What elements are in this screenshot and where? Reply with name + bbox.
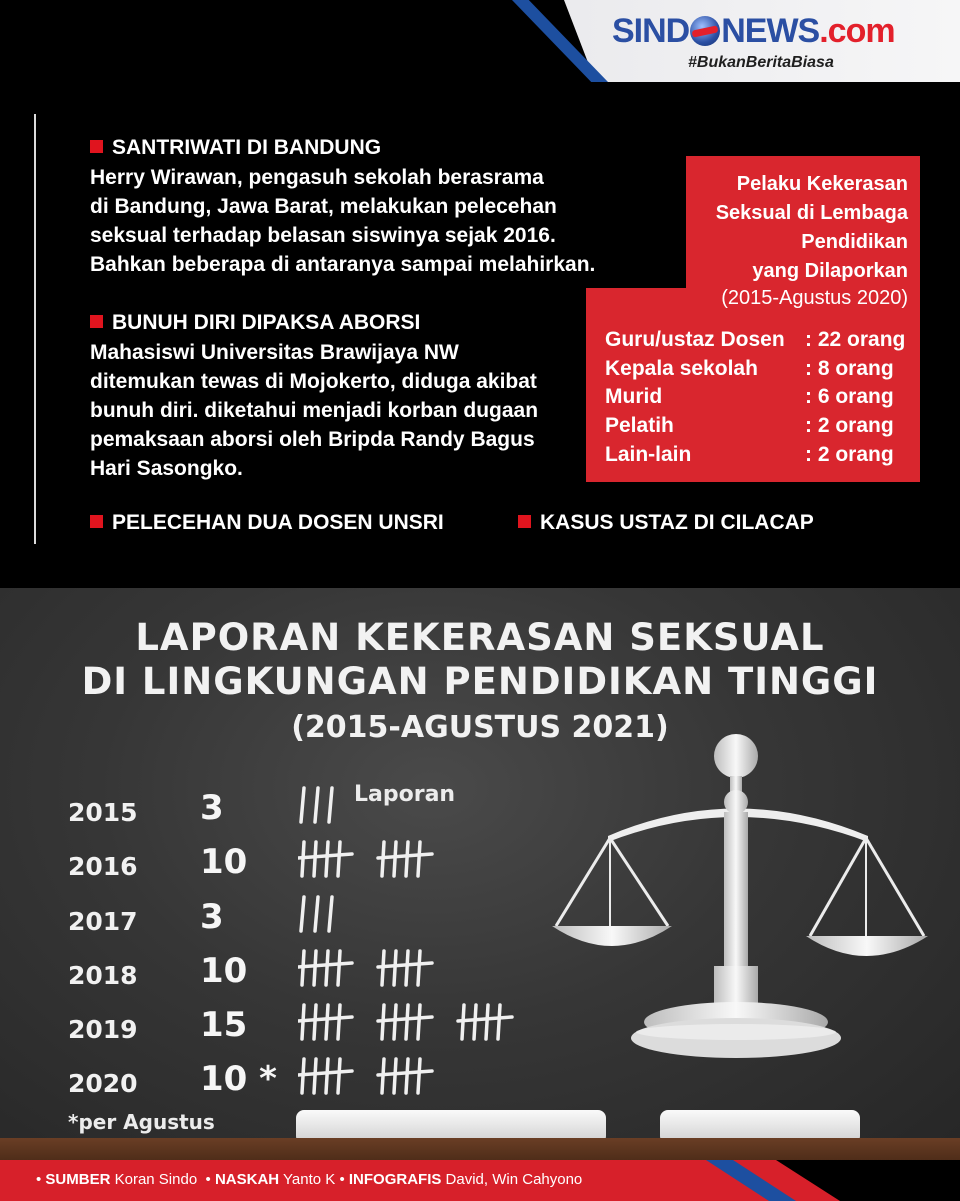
- tally-stroke: [406, 842, 408, 876]
- tally-stroke: [314, 842, 316, 876]
- bullet-icon: [90, 315, 103, 328]
- tally-stroke: [458, 1017, 512, 1021]
- credits: • SUMBER Koran Sindo • NASKAH Yanto K • INFOGRAFIS David, Win Cahyono: [36, 1171, 583, 1188]
- tally-stroke: [378, 854, 432, 858]
- year-label: 2020: [68, 1069, 138, 1098]
- tally-marks: [298, 836, 538, 882]
- tally-stroke: [315, 897, 318, 931]
- perpetrator-row: Pelatih : 2 orang: [605, 414, 894, 437]
- logo-text-b: NEWS: [721, 12, 820, 50]
- globe-icon: [690, 16, 720, 46]
- bullet-icon: [518, 515, 531, 528]
- hashtag: #BukanBeritaBiasa: [688, 54, 834, 71]
- laporan-label: Laporan: [354, 782, 456, 807]
- tally-stroke: [314, 1005, 316, 1039]
- vertical-divider: [34, 114, 36, 544]
- tally-stroke: [338, 951, 340, 985]
- tally-stroke: [314, 1059, 316, 1093]
- report-count-label: 10: [200, 951, 248, 991]
- logo-text-c: .com: [819, 12, 895, 50]
- report-count-label: 15: [200, 1005, 248, 1045]
- sindonews-logo[interactable]: [612, 10, 932, 52]
- footnote: *per Agustus: [68, 1110, 215, 1134]
- year-label: 2018: [68, 961, 138, 990]
- report-count-label: 10 *: [200, 1059, 277, 1099]
- bullet-icon: [90, 515, 103, 528]
- item-title-cilacap: KASUS USTAZ DI CILACAP: [518, 511, 814, 535]
- tally-stroke: [418, 1005, 420, 1039]
- tally-stroke: [326, 1059, 328, 1093]
- tally-stroke: [298, 963, 352, 967]
- tally-marks: [298, 945, 538, 991]
- tally-stroke: [498, 1005, 500, 1039]
- year-label: 2016: [68, 852, 138, 881]
- item-title-santriwati: SANTRIWATI DI BANDUNG: [90, 136, 381, 160]
- tally-stroke: [378, 1071, 432, 1075]
- tally-stroke: [329, 788, 332, 822]
- tally-stroke: [298, 1071, 352, 1075]
- tally-marks: [298, 891, 538, 937]
- year-label: 2015: [68, 798, 138, 827]
- logo-text-a: SIND: [612, 12, 690, 50]
- tally-stroke: [338, 842, 340, 876]
- board-title-period: (2015-AGUSTUS 2021): [291, 710, 669, 745]
- tally-stroke: [406, 951, 408, 985]
- item-body-santriwati: Herry Wirawan, pengasuh sekolah berasrama di Bandung, Jawa Barat, melakukan pelecehan seksual terhadap belasan siswinya sejak 2016. Bahkan beberapa di antaranya sampai melahirkan.: [90, 166, 596, 276]
- tally-stroke: [406, 1005, 408, 1039]
- tally-stroke: [394, 842, 396, 876]
- board-title-line2: DI LINGKUNGAN PENDIDIKAN TINGGI: [81, 660, 879, 703]
- tally-stroke: [486, 1005, 488, 1039]
- tally-stroke: [326, 1005, 328, 1039]
- item-title-unsri: PELECEHAN DUA DOSEN UNSRI: [90, 511, 444, 535]
- board-title-line1: LAPORAN KEKERASAN SEKSUAL: [135, 616, 825, 659]
- tally-stroke: [338, 1059, 340, 1093]
- tally-stroke: [394, 951, 396, 985]
- tally-stroke: [474, 1005, 476, 1039]
- tally-stroke: [301, 788, 304, 822]
- perpetrator-box-period: (2015-Agustus 2020): [721, 287, 908, 309]
- report-count-label: 3: [200, 788, 224, 828]
- tally-stroke: [329, 897, 332, 931]
- year-label: 2019: [68, 1015, 138, 1044]
- bullet-icon: [90, 140, 103, 153]
- tally-stroke: [378, 1017, 432, 1021]
- tally-stroke: [394, 1005, 396, 1039]
- tally-stroke: [326, 842, 328, 876]
- perpetrator-box-title: Pelaku Kekerasan Seksual di Lembaga Pendidikan yang Dilaporkan: [715, 173, 908, 282]
- tally-stroke: [394, 1059, 396, 1093]
- tally-stroke: [301, 897, 304, 931]
- year-label: 2017: [68, 907, 138, 936]
- tally-marks: [298, 782, 538, 828]
- tally-stroke: [314, 951, 316, 985]
- tally-marks: [298, 1053, 538, 1099]
- tally-stroke: [418, 1059, 420, 1093]
- report-count-label: 3: [200, 897, 224, 937]
- perpetrator-row: Guru/ustaz Dosen : 22 orang: [605, 328, 906, 351]
- perpetrator-row: Lain-lain : 2 orang: [605, 443, 894, 466]
- item-title-bunuh-diri: BUNUH DIRI DIPAKSA ABORSI: [90, 311, 420, 335]
- tally-stroke: [418, 951, 420, 985]
- tally-stroke: [315, 788, 318, 822]
- perpetrator-row: Kepala sekolah : 8 orang: [605, 357, 894, 380]
- tally-marks: [298, 999, 538, 1045]
- tally-stroke: [326, 951, 328, 985]
- tally-stroke: [298, 1017, 352, 1021]
- report-count-label: 10: [200, 842, 248, 882]
- tally-stroke: [378, 963, 432, 967]
- perpetrator-row: Murid : 6 orang: [605, 385, 894, 408]
- tally-stroke: [418, 842, 420, 876]
- item-body-bunuh-diri: Mahasiswi Universitas Brawijaya NW ditemukan tewas di Mojokerto, diduga akibat bunuh diri. diketahui menjadi korban dugaan pemaksaan aborsi oleh Bripda Randy Bagus Hari Sasongko.: [90, 341, 539, 480]
- tally-stroke: [298, 854, 352, 858]
- tally-stroke: [338, 1005, 340, 1039]
- justice-scale-icon: [548, 726, 948, 1066]
- tally-stroke: [406, 1059, 408, 1093]
